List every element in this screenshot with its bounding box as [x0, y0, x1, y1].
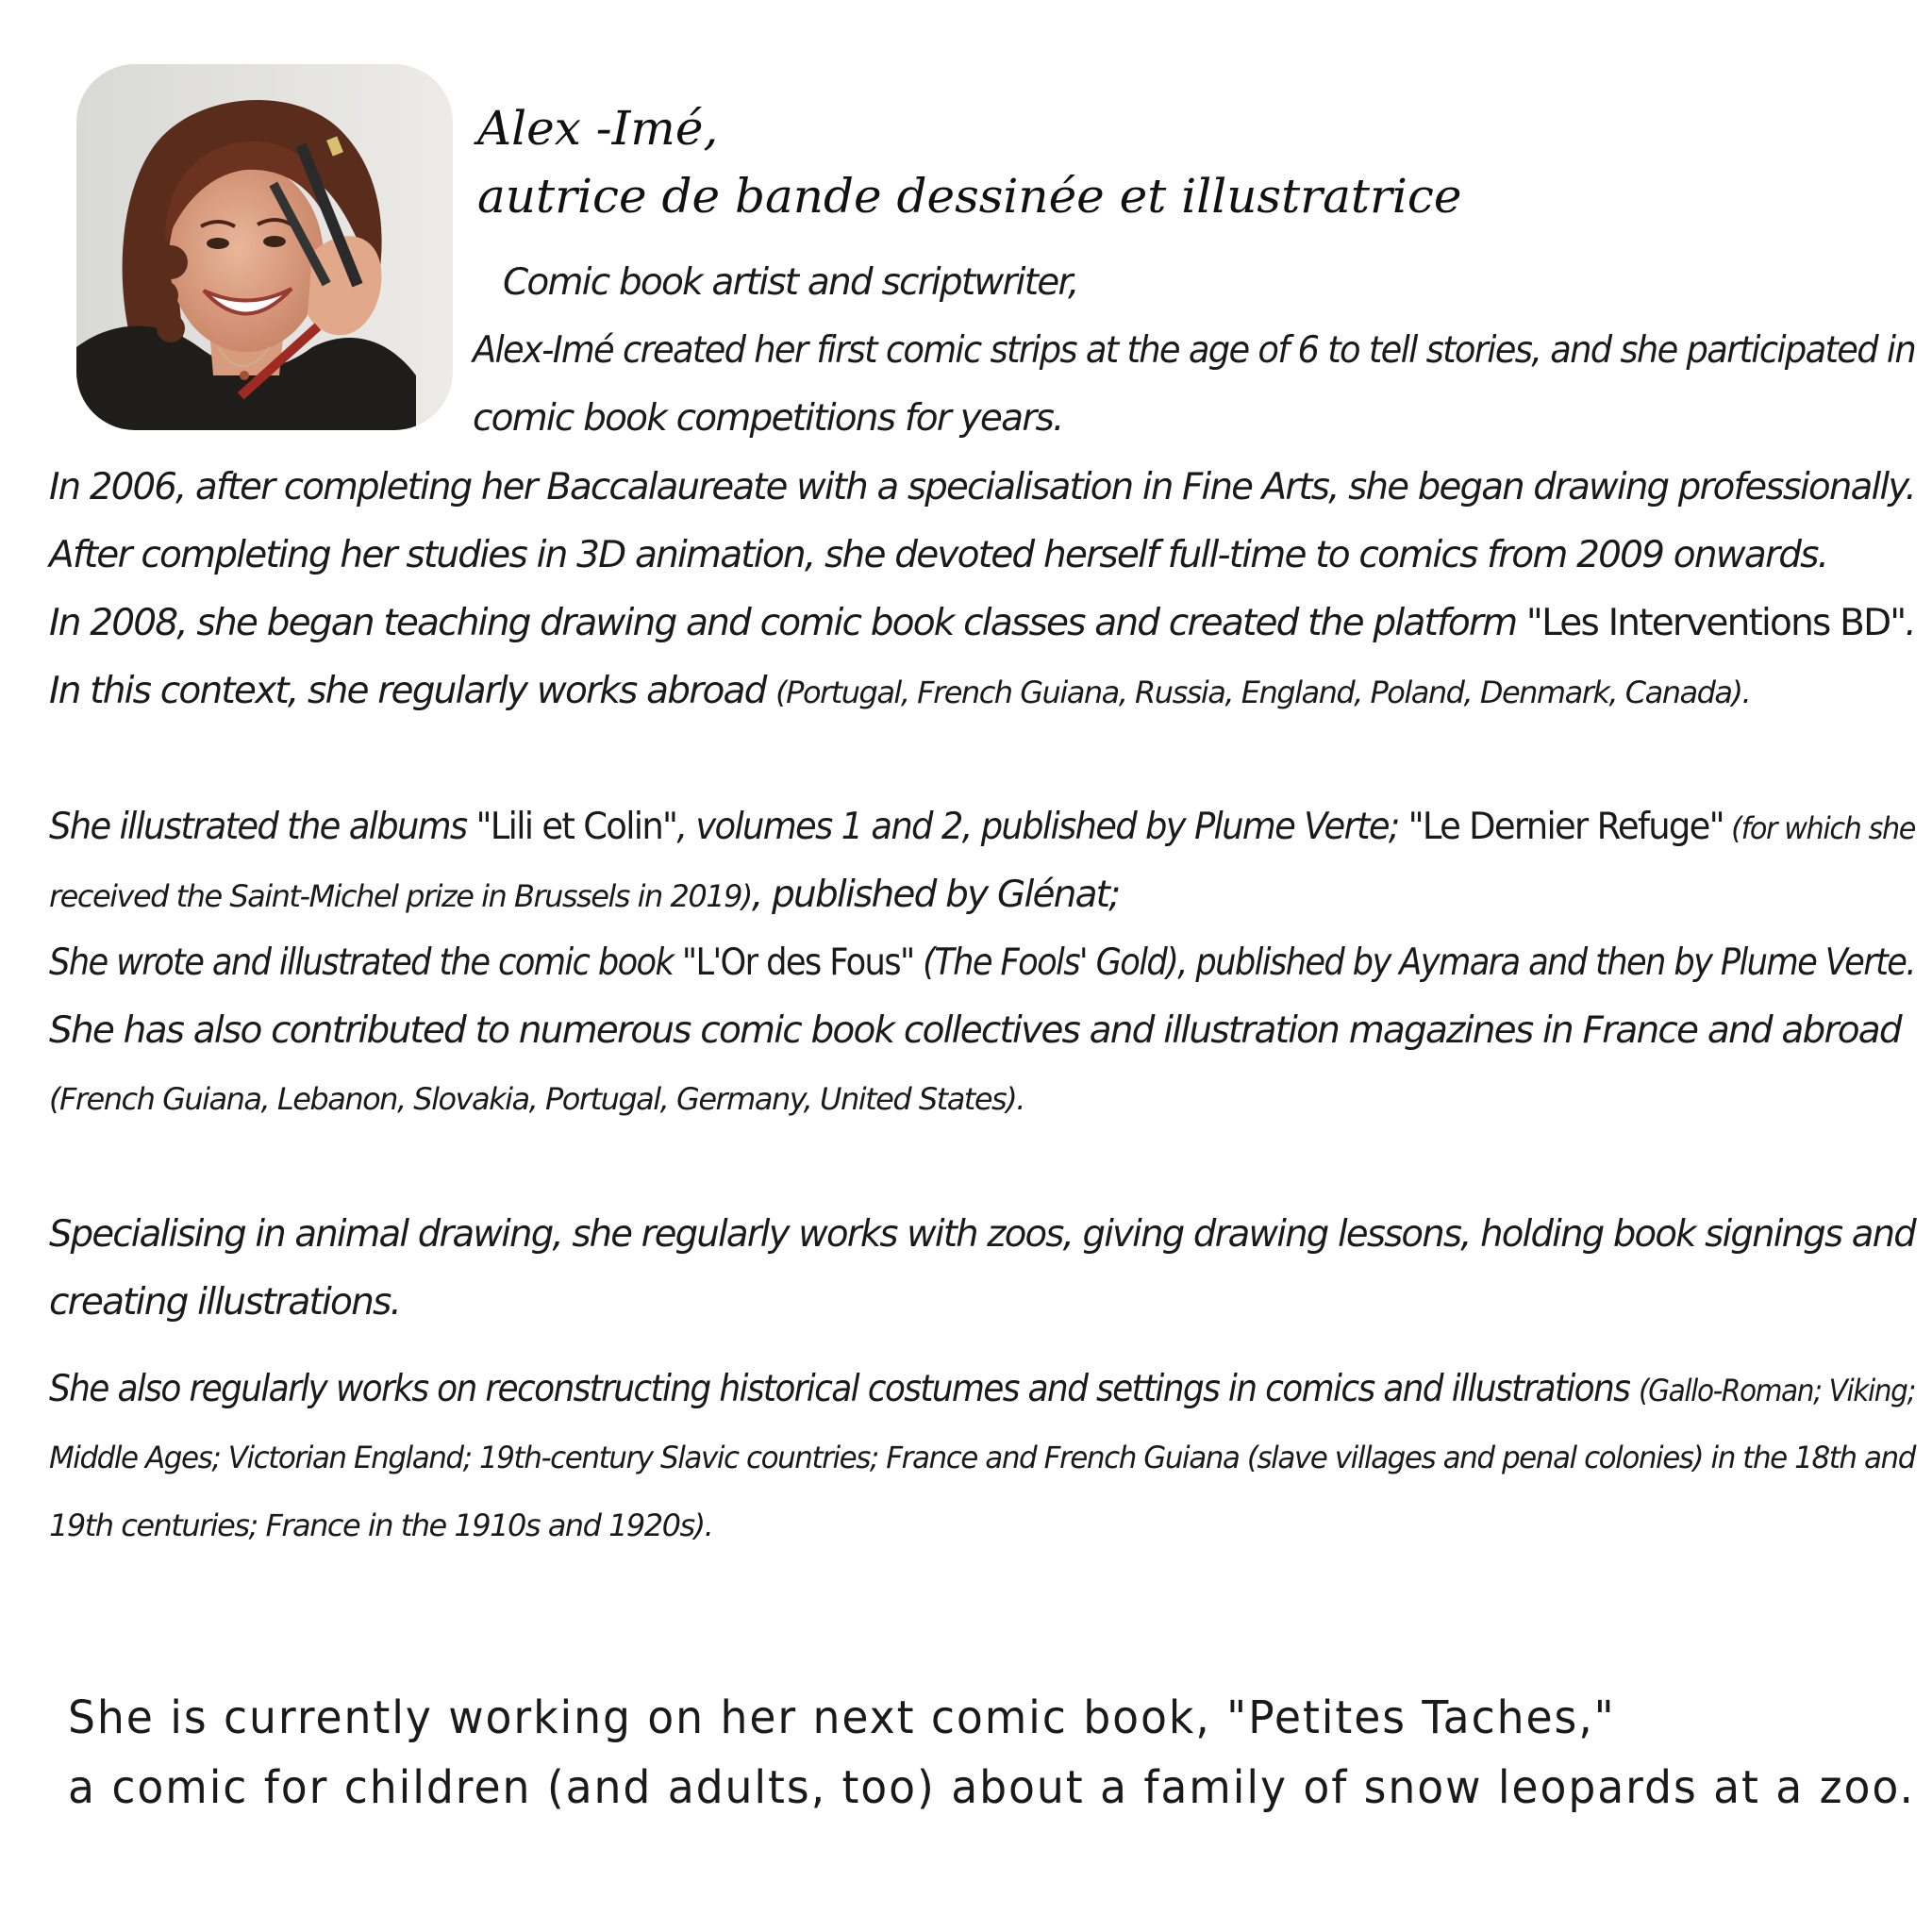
career-line-3-text: In 2008, she began teaching drawing and comic book classes and created the platform	[49, 602, 1526, 644]
works-line-5: (French Guiana, Lebanon, Slovakia, Portugal, Germany, United States).	[49, 1081, 1024, 1117]
works-line-2-b: , published by Glénat;	[751, 874, 1120, 916]
works-line-3	[49, 929, 1915, 997]
history-line-1	[49, 1356, 1915, 1424]
platform-name: "Les Interventions BD"	[1525, 602, 1906, 644]
career-line-3-end: .	[1905, 602, 1916, 644]
author-photo	[76, 64, 453, 430]
intro-line-3: comic book competitions for years.	[473, 397, 1063, 440]
author-role: autrice de bande dessinée et illustratrice	[477, 169, 1462, 224]
works-line-1-a: She illustrated the albums	[49, 806, 476, 848]
works-line-1-e: (for which she	[1723, 810, 1915, 846]
closing-note	[68, 1683, 1932, 1823]
works-line-3-a: She wrote and illustrated the comic book	[49, 941, 682, 984]
career-line-1: In 2006, after completing her Baccalaureate with a specialisation in Fine Arts, she began drawing professionally.	[49, 466, 1915, 508]
history-line-3: 19th centuries; France in the 1910s and 1920s).	[49, 1507, 713, 1543]
album-lili-et-colin: "Lili et Colin"	[475, 806, 677, 848]
header	[477, 94, 1461, 230]
works-line-2	[49, 861, 1120, 930]
works-line-1-c: , volumes 1 and 2, published by Plume Verte;	[676, 806, 1408, 848]
closing-line-2: a comic for children (and adults, too) about a family of snow leopards at a zoo.	[68, 1761, 1915, 1814]
animals-line-2: creating illustrations.	[49, 1281, 401, 1324]
career-line-4	[49, 658, 1750, 726]
album-le-dernier-refuge: "Le Dernier Refuge"	[1407, 806, 1724, 848]
closing-line-1: She is currently working on her next comic book, "Petites Taches,"	[68, 1691, 1616, 1744]
works-line-3-c: (The Fools' Gold), published by Aymara and then by Plume Verte.	[913, 941, 1915, 984]
history-line-2: Middle Ages; Victorian England; 19th-century Slavic countries; France and French Guiana (slave villages and penal colonies) in the 18th and	[49, 1440, 1915, 1475]
author-portrait-icon	[76, 64, 453, 430]
album-l-or-des-fous: "L'Or des Fous"	[681, 941, 914, 984]
works-line-1	[49, 793, 1915, 862]
intro-line-1: Comic book artist and scriptwriter,	[503, 261, 1078, 304]
history-line-1-b: (Gallo-Roman; Viking;	[1639, 1373, 1916, 1408]
history-line-1-a: She also regularly works on reconstructing historical costumes and settings in comics and illustrations	[49, 1368, 1640, 1410]
prize-note: received the Saint-Michel prize in Brussels in 2019)	[49, 878, 752, 914]
author-name: Alex -Imé,	[477, 101, 719, 156]
career-line-2: After completing her studies in 3D animation, she devoted herself full-time to comics from 2009 onwards.	[49, 534, 1828, 576]
works-line-4: She has also contributed to numerous comic book collectives and illustration magazines in France and abroad	[49, 1009, 1901, 1052]
countries-abroad: (Portugal, French Guiana, Russia, England, Poland, Denmark, Canada).	[775, 675, 1751, 710]
intro-line-2: Alex-Imé created her first comic strips at the age of 6 to tell stories, and she participated in	[473, 329, 1916, 372]
animals-line-1: Specialising in animal drawing, she regularly works with zoos, giving drawing lessons, holding book signings and	[49, 1213, 1915, 1256]
career-line-3	[49, 590, 1915, 658]
career-line-4-text: In this context, she regularly works abroad	[49, 670, 776, 712]
